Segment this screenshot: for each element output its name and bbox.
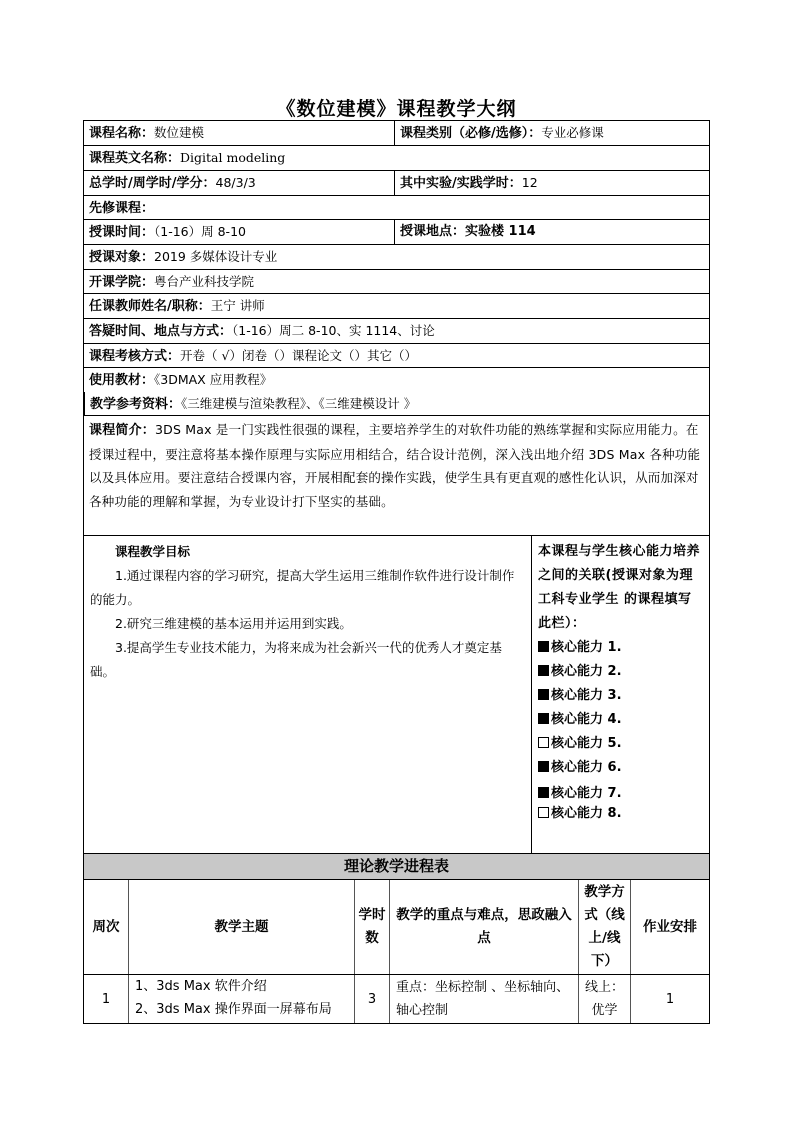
row-assessment [84,344,709,368]
col-header-week: 周次 [92,918,120,935]
office-hours-cell [84,319,709,343]
objective-item: 3.提高学生专业技术能力，为将来成为社会新兴一代的优秀人才奠定基础。 [90,640,502,679]
teacher-cell [84,294,709,318]
checkbox-unchecked-icon [538,807,549,818]
row-teacher [84,294,709,319]
col-header-homework: 作业安排 [630,880,709,974]
hours-cell [84,171,394,195]
row-office-hours [84,319,709,344]
col-header-topic: 教学主题 [128,880,354,974]
checkbox-unchecked-icon [538,737,549,748]
objectives-title: 课程教学目标 [115,544,191,559]
schedule-title: 理论教学进程表 [84,854,709,879]
week-cell: 1 [101,991,111,1007]
course-type-cell [394,121,709,145]
hours-label: 总学时/周学时/学分： [89,176,216,191]
course-name-label: 课程名称： [89,126,155,141]
audience-label: 授课对象： [89,250,155,265]
location-value: 实验楼 114 [465,224,536,239]
row-prerequisite [84,196,709,220]
schedule-time-cell [84,220,394,244]
core-ability-5: 核心能力 5. [538,732,703,756]
course-name-value: 数位建模 [154,125,205,140]
row-intro [84,416,709,536]
document-title: 《数位建模》课程教学大纲 [276,98,517,120]
checkbox-checked-icon [538,761,549,772]
course-info-table [83,120,710,1024]
location-cell [394,220,709,244]
homework-cell: 1 [630,975,709,1023]
core-abilities-header: 本课程与学生核心能力培养之间的关联(授课对象为理工科专业学生 的课程填写此栏）： [538,544,701,631]
schedule-time-value: （1-16）周 8-10 [154,224,246,239]
row-schedule-time [84,220,709,245]
assessment-value: 开卷（ √）闭卷（）课程论文（）其它（） [180,348,417,363]
checkbox-checked-icon [538,689,549,700]
course-type-value: 专业必修课 [541,125,604,140]
textbook-label: 使用教材： [89,373,155,388]
objectives-cell [84,536,531,853]
teacher-value: 王宁 讲师 [210,298,265,313]
teacher-label: 任课教师姓名/职称： [89,299,211,314]
english-name-cell [84,146,709,170]
office-hours-value: （1-16）周二 8-10、实 1114、讨论 [232,323,435,338]
office-hours-label: 答疑时间、地点与方式： [89,324,233,339]
core-ability-6: 核心能力 6. [538,756,703,780]
checkbox-checked-icon [538,787,549,798]
location-label: 授课地点： [400,224,466,239]
practice-hours-cell [394,171,709,195]
core-abilities-cell [531,536,709,853]
col-header-key-points: 教学的重点与难点，思政融入点 [389,880,578,974]
key-points-cell: 重点：坐标控制 、坐标轴向、轴心控制 [389,975,578,1023]
audience-cell [84,245,709,269]
references-value: 《三维建模与渲染教程》、《三维建模设计 》 [181,395,417,411]
textbook-line [84,368,709,392]
checkbox-checked-icon [538,713,549,724]
assessment-label: 课程考核方式： [89,349,181,364]
textbook-value: 《3DMAX 应用教程》 [154,372,273,387]
core-ability-8: 核心能力 8. [538,804,703,824]
intro-cell [84,416,709,535]
college-value: 粤台产业科技学院 [154,274,255,289]
core-ability-1: 核心能力 1. [538,636,703,660]
college-cell [84,270,709,293]
course-type-label: 课程类别（必修/选修）： [400,126,542,141]
core-ability-3: 核心能力 3. [538,684,703,708]
references-line [84,392,709,416]
hours-cell: 3 [354,975,389,1023]
practice-hours-label: 其中实验/实践学时： [400,176,522,191]
references-label: 教学参考资料： [90,396,182,412]
core-ability-4: 核心能力 4. [538,708,703,732]
audience-value: 2019 多媒体设计专业 [154,249,278,264]
prerequisite-cell [84,196,709,219]
core-ability-7: 核心能力 7. [538,784,703,804]
row-college [84,270,709,294]
core-ability-2: 核心能力 2. [538,660,703,684]
row-materials [84,368,709,416]
col-header-method: 教学方式（线上/线下） [578,880,630,974]
objective-item: 2.研究三维建模的基本运用并运用到实践。 [115,616,352,631]
row-course-name [84,121,709,146]
hours-value: 48/3/3 [215,175,256,190]
intro-text: 3DS Max 是一门实践性很强的课程，主要培养学生的对软件功能的熟练掌握和实际应用能力。在授课过程中，要注意将基本操作原理与实际应用相结合，结合设计范例，深入浅出地介绍 3DS Max 各种功能以及具体应用。要注意结合授课内容，开展相配套的操作实践，使学生具有更直观的感性化认识，从而加深对各种功能的理解和掌握，为专业设计打下坚实的基础。 [89,422,701,509]
row-audience [84,245,709,270]
topic-line: 1、3ds Max 软件介绍 [135,979,267,994]
checkbox-checked-icon [538,665,549,676]
row-schedule-title [84,854,709,880]
practice-hours-value: 12 [521,175,538,190]
schedule-time-label: 授课时间： [89,225,155,240]
row-objectives [84,536,709,854]
checkbox-checked-icon [538,641,549,652]
schedule-header-row [84,880,709,975]
topic-line: 2、3ds Max 操作界面一屏幕布局 [135,1002,332,1017]
table-row [84,975,709,1023]
objective-item: 1.通过课程内容的学习研究，提高大学生运用三维制作软件进行设计制作的能力。 [90,568,515,607]
topic-cell [128,975,354,1023]
prerequisite-label: 先修课程： [89,201,155,216]
row-english-name [84,146,709,171]
course-name-cell [84,121,394,145]
row-hours [84,171,709,196]
intro-label: 课程简介： [89,423,156,438]
english-name-label: 课程英文名称： [89,151,181,166]
english-name-value: Digital modeling [180,150,286,165]
college-label: 开课学院： [89,275,155,290]
col-header-hours: 学时数 [354,880,389,974]
assessment-cell [84,344,709,367]
method-cell: 线上：优学 [578,975,630,1023]
